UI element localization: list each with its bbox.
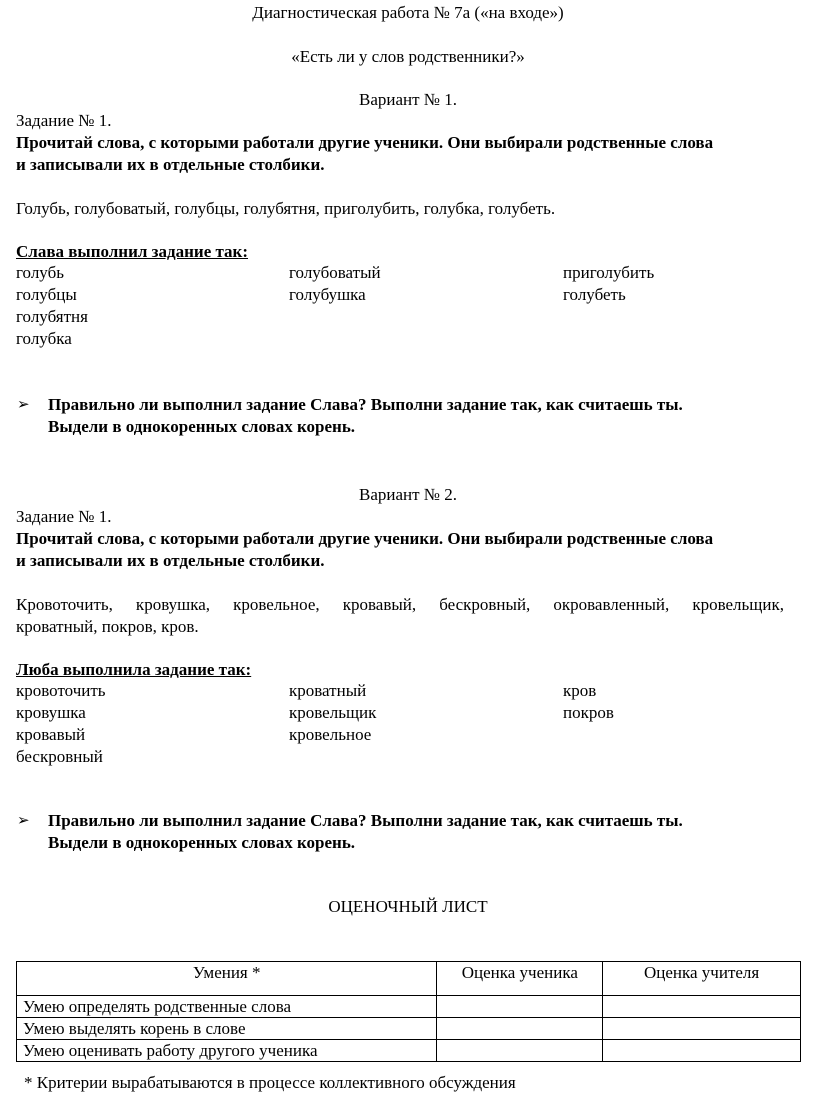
- v2-col2-word: кровельное: [289, 725, 372, 744]
- v2-col3-word: покров: [563, 703, 614, 722]
- variant2-heading: Вариант № 2.: [358, 485, 458, 504]
- skill-cell: Умею определять родственные слова: [17, 996, 437, 1018]
- skill-cell: Умею выделять корень в слове: [17, 1018, 437, 1040]
- v2-col2-word: кровельщик: [289, 703, 377, 722]
- document-subtitle: «Есть ли у слов родственники?»: [291, 47, 525, 66]
- variant1-answer-label: Слава выполнил задание так:: [16, 242, 249, 261]
- variant1-instruction-line1: Прочитай слова, с которыми работали другие ученики. Они выбирали родственные слова: [16, 133, 714, 152]
- v2-col1-word: кровушка: [16, 703, 86, 722]
- arrowhead-bullet-icon: ➢: [17, 813, 30, 829]
- variant2-instruction-line1: Прочитай слова, с которыми работали другие ученики. Они выбирали родственные слова: [16, 529, 714, 548]
- header-student-grade: Оценка ученика: [437, 962, 603, 996]
- teacher-grade-cell[interactable]: [603, 1018, 801, 1040]
- v2-col1-word: кровавый: [16, 725, 86, 744]
- variant1-question-line2: Выдели в однокоренных словах корень.: [48, 417, 356, 436]
- v1-col1-word: голубка: [16, 329, 72, 348]
- v1-col2-word: голубоватый: [289, 263, 381, 282]
- v1-col3-word: приголубить: [563, 263, 655, 282]
- arrowhead-bullet-icon: ➢: [17, 397, 30, 413]
- table-row: [17, 996, 801, 1018]
- variant2-answer-label: Люба выполнила задание так:: [16, 660, 252, 679]
- v1-col2-word: голубушка: [289, 285, 366, 304]
- header-teacher-grade: Оценка учителя: [603, 962, 801, 996]
- variant2-word-list-line2: кроватный, покров, кров.: [16, 617, 199, 636]
- teacher-grade-cell[interactable]: [603, 1040, 801, 1062]
- variant1-task-label: Задание № 1.: [16, 111, 112, 130]
- table-row: [17, 1040, 801, 1062]
- table-row: [17, 1018, 801, 1040]
- teacher-grade-cell[interactable]: [603, 996, 801, 1018]
- variant1-word-list: Голубь, голубоватый, голубцы, голубятня, приголубить, голубка, голубеть.: [16, 199, 556, 218]
- assessment-footnote: * Критерии вырабатываются в процессе коллективного обсуждения: [24, 1073, 516, 1092]
- variant2-question-line2: Выдели в однокоренных словах корень.: [48, 833, 356, 852]
- v2-col1-word: кровоточить: [16, 681, 106, 700]
- student-grade-cell[interactable]: [437, 1040, 603, 1062]
- v1-col1-word: голубятня: [16, 307, 88, 326]
- v1-col3-word: голубеть: [563, 285, 626, 304]
- skill-cell: Умею оценивать работу другого ученика: [17, 1040, 437, 1062]
- variant2-question-line1: Правильно ли выполнил задание Слава? Выполни задание так, как считаешь ты.: [48, 811, 683, 830]
- variant1-heading: Вариант № 1.: [358, 90, 458, 109]
- v1-col1-word: голубь: [16, 263, 64, 282]
- v2-col2-word: кроватный: [289, 681, 367, 700]
- variant2-task-label: Задание № 1.: [16, 507, 112, 526]
- student-grade-cell[interactable]: [437, 996, 603, 1018]
- document-title: Диагностическая работа № 7а («на входе»): [252, 3, 564, 22]
- v2-col1-word: бескровный: [16, 747, 103, 766]
- variant1-instruction-line2: и записывали их в отдельные столбики.: [16, 155, 325, 174]
- assessment-title: ОЦЕНОЧНЫЙ ЛИСТ: [328, 897, 488, 916]
- variant1-question-line1: Правильно ли выполнил задание Слава? Выполни задание так, как считаешь ты.: [48, 395, 683, 414]
- assessment-table: [16, 961, 801, 1062]
- v1-col1-word: голубцы: [16, 285, 77, 304]
- header-skills: Умения *: [17, 962, 437, 996]
- v2-col3-word: кров: [563, 681, 597, 700]
- student-grade-cell[interactable]: [437, 1018, 603, 1040]
- table-header-row: [17, 962, 801, 996]
- variant2-instruction-line2: и записывали их в отдельные столбики.: [16, 551, 325, 570]
- variant2-word-list-line1: Кровоточить, кровушка, кровельное, кровавый, бескровный, окровавленный, кровельщик,: [16, 595, 784, 614]
